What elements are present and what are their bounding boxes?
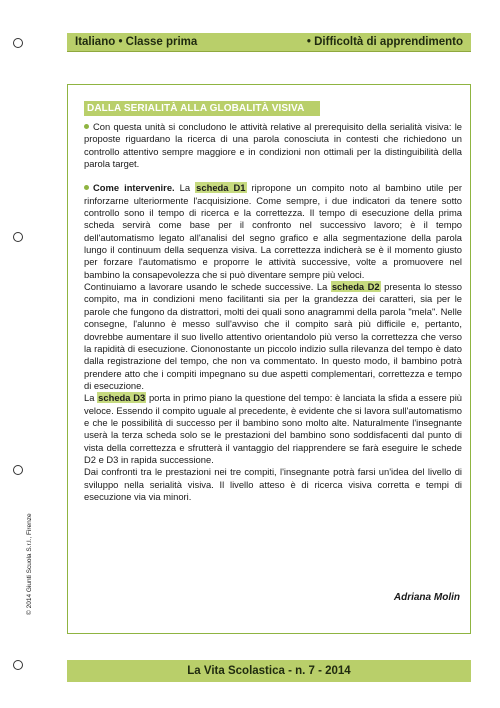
intervention-text: ripropone un compito noto al bambino utile per rinforzarne ulteriormente l'acquisizione. Come sempre, i due indicatori da tenere sotto controllo sono il tempo di ricerca e la correttezza. Il tempo di esecuzione della prima scheda servirà come base per il confronto nel successivo lavoro; è il tempo dell'automatismo legato all'analisi del segno grafico e alla segmentazione della parola lungo il continuum della sequenza visiva. La correttezza indicherà se è il momento giusto per forzare l'automatismo e proporre le attività successive, volte a promuovere nel bambino la consapevolezza che si può diventare sempre più veloci. xyxy=(84,182,462,280)
binder-hole-2 xyxy=(13,232,23,242)
header-subject: Italiano • Classe prima xyxy=(75,36,198,48)
binder-hole-4 xyxy=(13,660,23,670)
paragraph-d3 xyxy=(84,392,462,466)
d3-text: porta in primo piano la questione del tempo: è lanciata la sfida a essere più veloce. Essendo il compito uguale al precedente, è evidente che si lavora sull'automatismo e che le possibilità di successo per il bambino sono molto alte. Naturalmente l'insegnante userà la terza scheda solo se le prestazioni del bambino sono soddisfacenti dal punto di vista della correttezza e sfrutterà il vantaggio del riapprendere se farà eseguire le schede D2 e D3 in rapida successione. xyxy=(84,392,462,465)
d2-text: presenta lo stesso compito, ma in condizioni meno facilitanti sia per la grandezza dei caratteri, sia per le parole che fungono da distrattori, molti dei quali sono anagrammi della parola "mela". Nelle consegne, l'alunno è messo sull'avviso che il compito sarà più difficile e, pertanto, dovrebbe aumentare il suo livello attentivo orientandolo più verso la correttezza che verso la rapidità di esecuzione. Ciononostante un piccolo indizio sulla rilevanza del tempo è dato dalla registrazione del tempo, che non va commentato. In questo modo, il bambino potrà prendere atto che i compiti impegnano su due aspetti complementari, correttezza e tempo di esecuzione. xyxy=(84,281,462,391)
paragraph-intro-text: Con questa unità si concludono le attività relative al prerequisito della serialità visiva: le proposte riguardano la ricerca di una parola conosciuta in contesti che richiedono un controllo attentivo sempre maggiore e in condizioni non ottimali per la distinguibilità della parola target. xyxy=(84,121,462,170)
page-header xyxy=(67,33,471,51)
bullet-icon xyxy=(84,185,89,190)
d3-pre: La xyxy=(84,392,98,404)
paragraph-d2 xyxy=(84,281,462,392)
article-body xyxy=(84,121,462,503)
bullet-icon xyxy=(84,124,89,129)
header-rule xyxy=(67,51,471,52)
d2-pre: Continuiamo a lavorare usando le schede successive. La xyxy=(84,281,331,293)
conclusion-text: Dai confronti tra le prestazioni nei tre compiti, l'insegnante potrà farsi un'idea del livello di sviluppo nella serialità visiva. Il livello atteso è di ricerca visiva corretta e tempi di esecuzione via via minori. xyxy=(84,466,462,502)
section-title: DALLA SERIALITÀ ALLA GLOBALITÀ VISIVA xyxy=(84,101,320,116)
highlight-scheda-d3: scheda D3 xyxy=(98,392,146,404)
header-topic: • Difficoltà di apprendimento xyxy=(306,36,463,48)
binder-hole-1 xyxy=(13,38,23,48)
paragraph-intervention xyxy=(84,182,462,281)
paragraph-intro xyxy=(84,121,462,170)
page-footer: La Vita Scolastica - n. 7 - 2014 xyxy=(67,660,471,682)
intervention-pre: La xyxy=(174,182,196,194)
binder-hole-3 xyxy=(13,465,23,475)
author-signature: Adriana Molin xyxy=(393,592,460,603)
paragraph-conclusion xyxy=(84,466,462,503)
highlight-scheda-d1: scheda D1 xyxy=(196,182,246,194)
copyright-notice: © 2014 Giunti Scuola S.r.l., Firenze xyxy=(26,513,33,615)
highlight-scheda-d2: scheda D2 xyxy=(331,281,380,293)
intervention-lead: Come intervenire. xyxy=(93,182,175,194)
